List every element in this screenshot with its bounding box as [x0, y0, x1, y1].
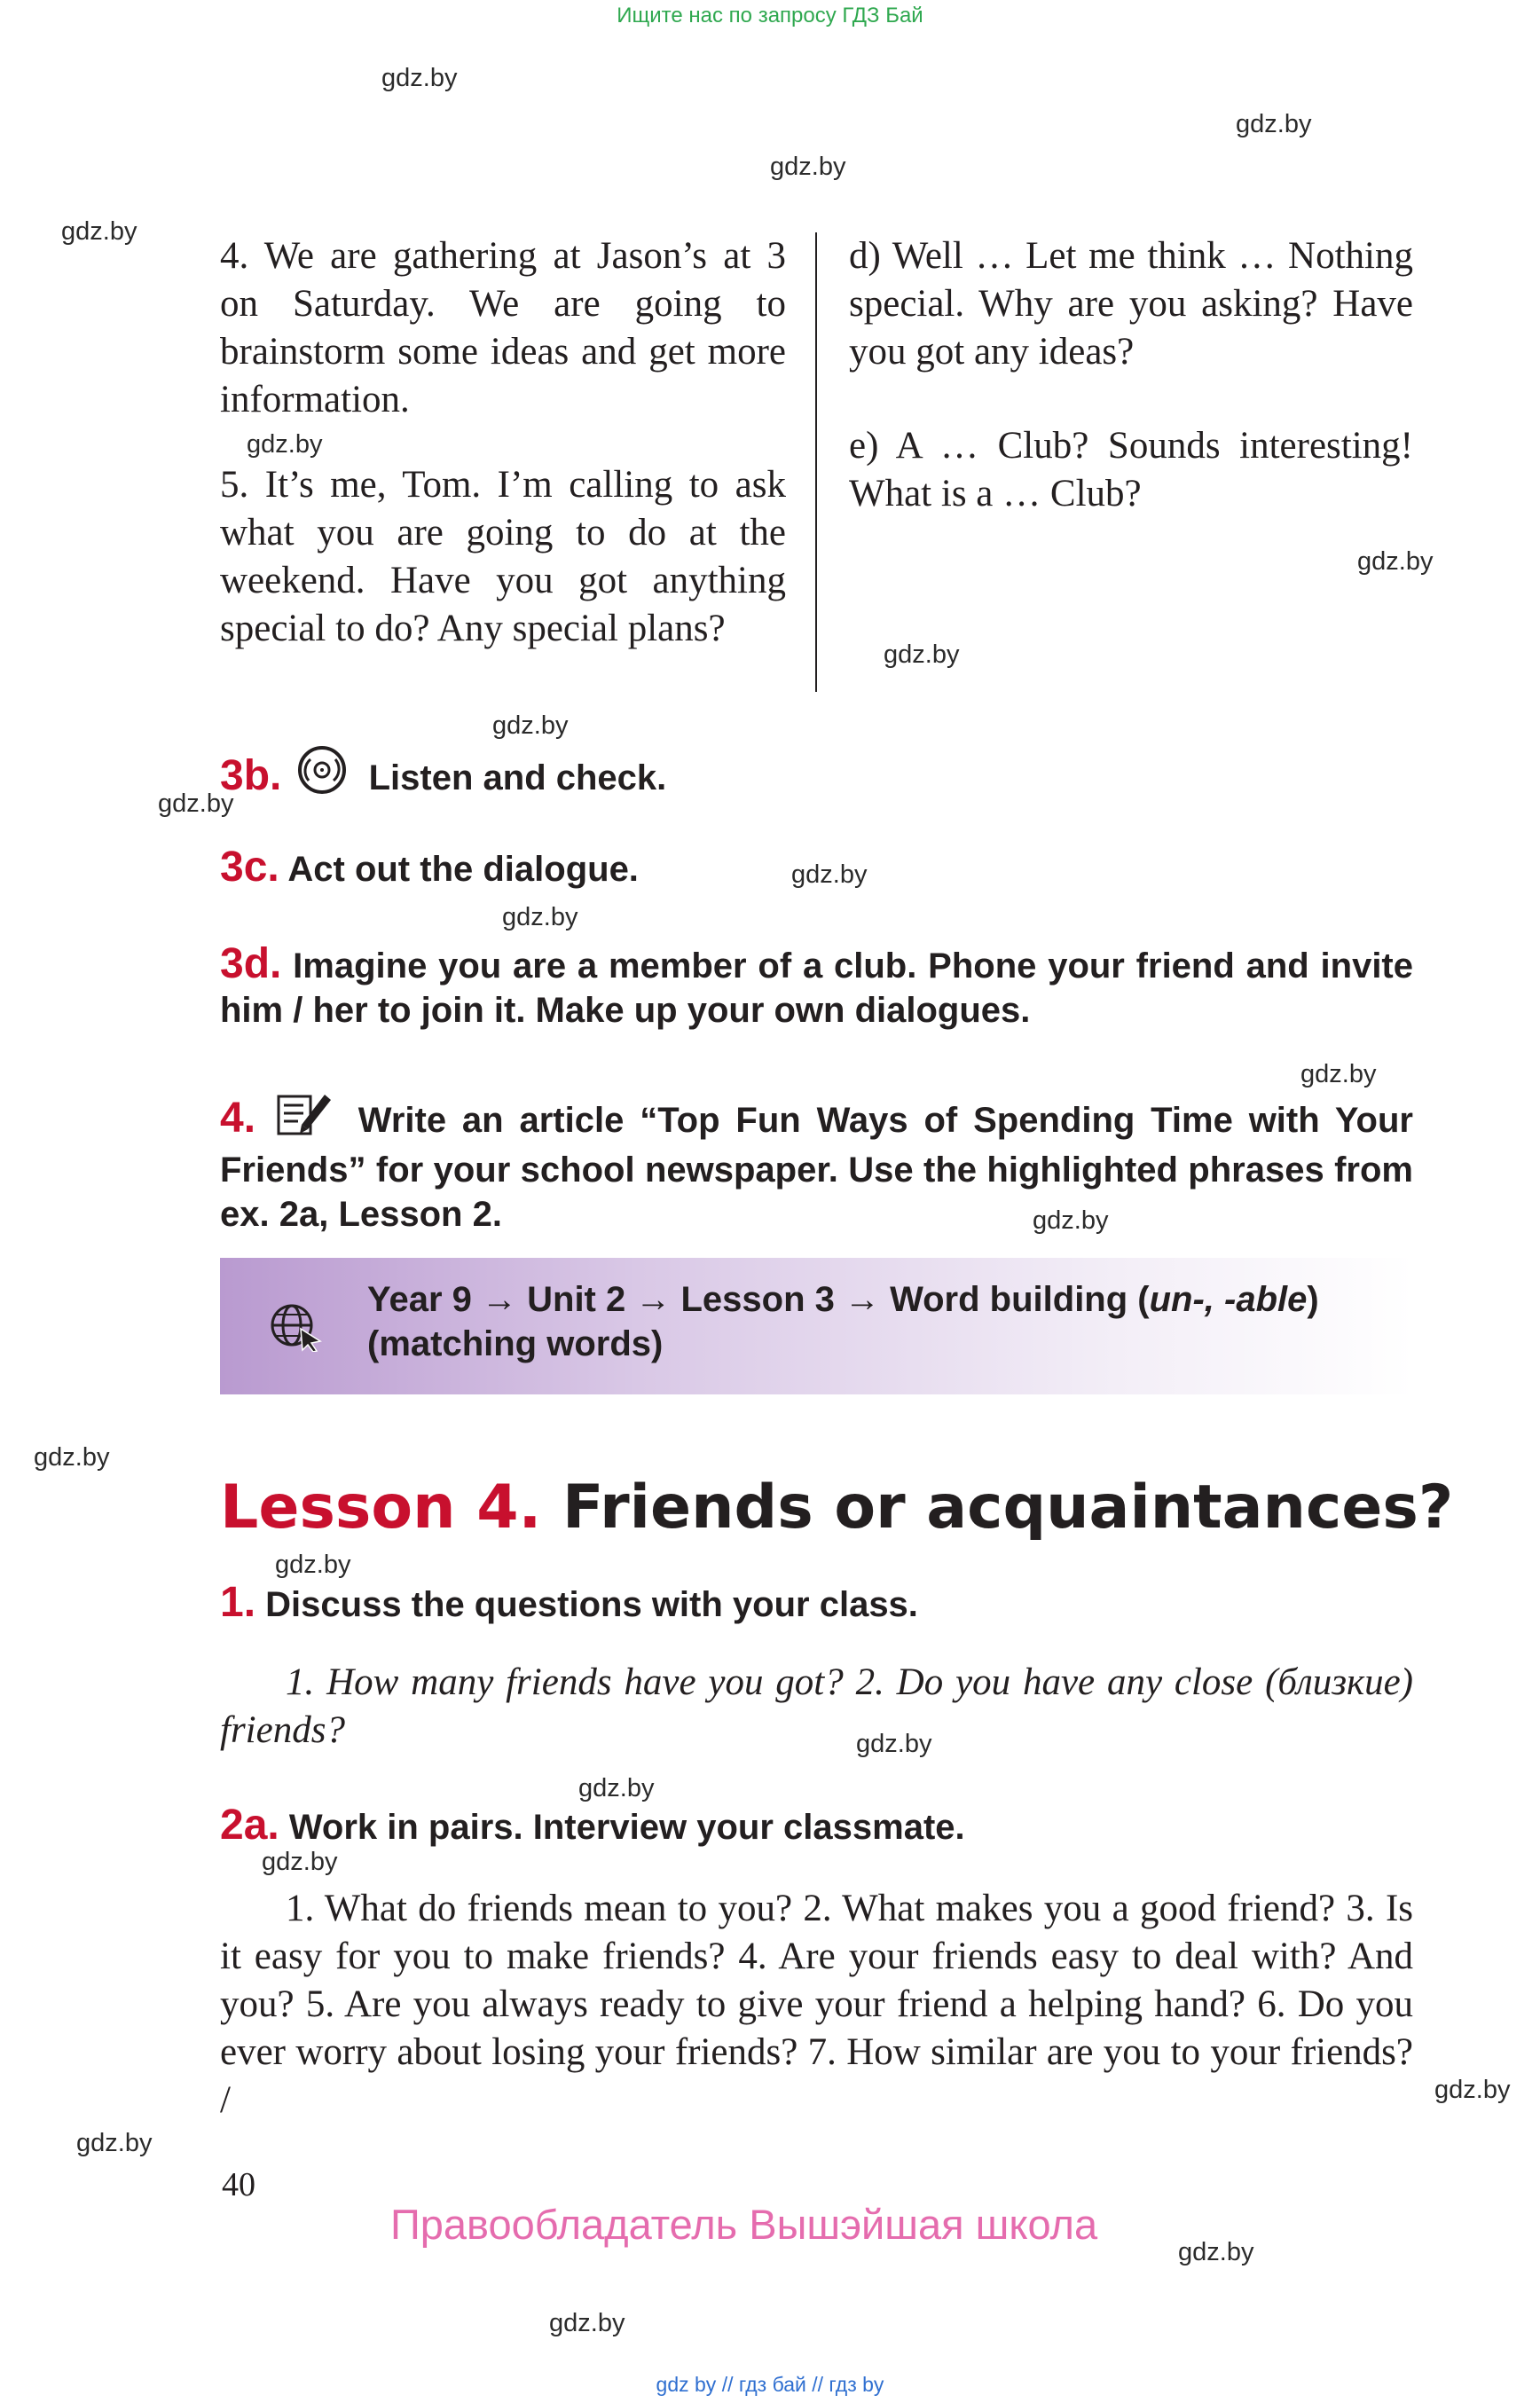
- watermark: gdz.by: [1357, 547, 1434, 576]
- dialogue-line-5: 5. It’s me, Tom. I’m calling to ask what you are going to do at the weekend. Have you got anything special to do? Any special plans?: [220, 464, 786, 649]
- lesson-name: Friends or acquaintances?: [562, 1472, 1454, 1543]
- left-column: [220, 232, 786, 653]
- watermark: gdz.by: [275, 1551, 351, 1579]
- exercise-2a-questions: 1. What do friends mean to you? 2. What makes you a good friend? 3. Is it easy for you to make friends? 4. Are your friends easy to deal with? And you? 5. Are you always ready to give your friend a helping hand? 6. Do you ever worry about losing your friends? 7. How similar are you to your friends? /: [220, 1888, 1413, 2121]
- watermark: gdz.by: [770, 153, 846, 181]
- banner-text: [367, 1277, 1387, 1366]
- exercise-number: 2a.: [220, 1802, 279, 1849]
- dialogue-line-e: e) A … Club? Sounds interesting! What is a … Club?: [849, 425, 1413, 514]
- footer-note: gdz by // гдз бай // гдз by: [656, 2373, 884, 2396]
- right-column: [849, 232, 1413, 518]
- exercise-2a: [220, 1803, 1413, 1849]
- watermark: gdz.by: [158, 789, 234, 818]
- task-4: [220, 1089, 1413, 1237]
- copyright-note: Правообладатель Вышэйшая школа: [390, 2201, 1098, 2248]
- lesson-label: Lesson 4.: [220, 1472, 542, 1543]
- watermark: gdz.by: [1033, 1206, 1109, 1235]
- watermark: gdz.by: [578, 1774, 655, 1802]
- audio-cd-icon: [295, 745, 350, 805]
- task-3c: [220, 845, 1413, 891]
- task-3b: [220, 745, 1413, 805]
- header-note: Ищите нас по запросу ГДЗ Бай: [617, 4, 923, 27]
- watermark: gdz.by: [1434, 2076, 1511, 2104]
- watermark: gdz.by: [549, 2309, 625, 2337]
- watermark: gdz.by: [262, 1848, 338, 1876]
- watermark: gdz.by: [76, 2129, 153, 2157]
- dialogue-line-4: 4. We are gathering at Jason’s at 3 on Saturday. We are going to brainstorm some ideas and get more information.: [220, 235, 786, 420]
- watermark: gdz.by: [856, 1730, 932, 1758]
- banner-affixes: un-, -able: [1149, 1280, 1308, 1319]
- column-divider: [815, 232, 817, 692]
- exercise-text: Work in pairs. Interview your classmate.: [288, 1808, 965, 1847]
- task-number: 4.: [220, 1095, 256, 1142]
- page-number: 40: [222, 2166, 255, 2203]
- task-3d: [220, 942, 1413, 1033]
- watermark: gdz.by: [884, 640, 960, 669]
- watermark: gdz.by: [502, 903, 578, 931]
- online-resource-banner[interactable]: [220, 1258, 1413, 1394]
- task-text: Act out the dialogue.: [287, 850, 639, 889]
- watermark: gdz.by: [1178, 2238, 1254, 2266]
- watermark: gdz.by: [247, 430, 323, 459]
- task-number: 3c.: [220, 844, 279, 891]
- exercise-1: [220, 1581, 1413, 1627]
- watermark: gdz.by: [61, 217, 138, 246]
- task-text: Imagine you are a member of a club. Phone your friend and invite him / her to join it. Make up your own dialogues.: [220, 946, 1413, 1030]
- lesson-title: [220, 1471, 1453, 1545]
- banner-path: Year 9 → Unit 2 → Lesson 3 → Word building (: [367, 1280, 1150, 1319]
- task-text: Write an article “Top Fun Ways of Spending Time with Your Friends” for your school newspaper. Use the highlighted phrases from ex. 2a, Lesson 2.: [220, 1101, 1413, 1234]
- dialogue-line-d: d) Well … Let me think … Nothing special. Why are you asking? Have you got any ideas?: [849, 235, 1413, 373]
- banner-close-paren: ): [1307, 1280, 1319, 1319]
- exercise-1-questions: 1. How many friends have you got? 2. Do you have any close (близкие) friends?: [220, 1661, 1413, 1751]
- watermark: gdz.by: [381, 64, 458, 92]
- task-text: Listen and check.: [368, 758, 667, 797]
- writing-pencil-icon: [275, 1089, 334, 1148]
- watermark: gdz.by: [1300, 1060, 1377, 1088]
- exercise-text: Discuss the questions with your class.: [265, 1585, 918, 1624]
- watermark: gdz.by: [492, 711, 569, 740]
- task-number: 3d.: [220, 940, 282, 987]
- globe-cursor-icon: [269, 1302, 322, 1356]
- task-number: 3b.: [220, 752, 282, 799]
- watermark: gdz.by: [1236, 110, 1312, 138]
- exercise-number: 1.: [220, 1579, 256, 1626]
- watermark: gdz.by: [34, 1443, 110, 1472]
- watermark: gdz.by: [791, 860, 868, 889]
- banner-line2: (matching words): [367, 1324, 664, 1363]
